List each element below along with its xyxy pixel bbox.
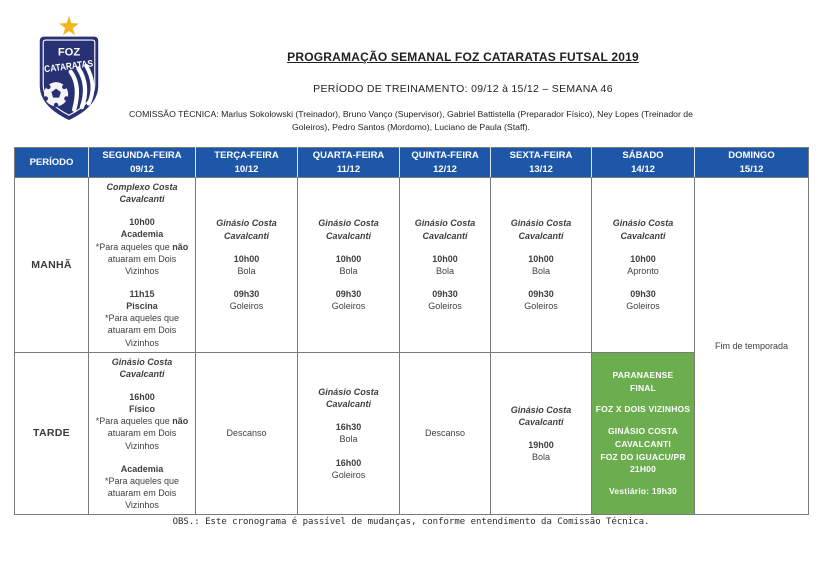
day-date: 09/12 xyxy=(130,163,154,175)
club-logo xyxy=(26,5,112,137)
cell-line: 19h00 xyxy=(528,439,554,450)
training-period: PERÍODO DE TREINAMENTO: 09/12 à 15/12 – SEMANA 46 xyxy=(313,83,613,95)
cell-line: FINAL xyxy=(629,382,657,393)
logo-text-foz: FOZ xyxy=(57,46,81,59)
line-spacer xyxy=(403,277,487,288)
day-column-header xyxy=(695,148,809,178)
cell-line: 16h30 xyxy=(335,422,362,433)
line-spacer xyxy=(595,476,691,485)
line-spacer xyxy=(92,277,192,288)
day-column-header xyxy=(592,148,695,178)
line-spacer xyxy=(199,277,294,288)
line-spacer xyxy=(595,416,691,425)
match-cell xyxy=(592,352,695,515)
cell-line: Vestiário: 19h30 xyxy=(609,486,677,497)
cell-line: Apronto xyxy=(627,265,659,276)
cell-line: Bola xyxy=(339,265,358,276)
line-spacer xyxy=(494,428,588,439)
cell-line: 21H00 xyxy=(629,464,657,475)
schedule-row xyxy=(15,352,809,515)
period-column-header: PERÍODO xyxy=(15,148,89,178)
cell-line: 16h00 xyxy=(129,391,155,402)
line-spacer xyxy=(301,277,396,288)
cell-line: 10h00 xyxy=(129,217,155,228)
period-row-label: TARDE xyxy=(15,352,89,515)
cell-line: Ginásio Costa Cavalcanti xyxy=(612,218,674,241)
schedule-cell xyxy=(298,352,400,515)
cell-line: Ginásio Costa Cavalcanti xyxy=(318,387,379,410)
day-name: QUARTA-FEIRA xyxy=(312,150,385,162)
cell-line xyxy=(92,415,192,451)
technical-commission: COMISSÃO TÉCNICA: Marlus Sokolowski (Treinador), Bruno Vanço (Supervisor), Gabriel Battistella (Preparador Físico), Ney Lopes (Treinador de Goleiros), Pedro Santos (Mordomo), Luciano de Paula (Staff). xyxy=(129,109,693,133)
season-end-cell xyxy=(695,178,809,515)
schedule-cell xyxy=(592,178,695,353)
cell-line-segment: atuaram em Dois Vizinhos xyxy=(107,428,177,451)
day-date: 11/12 xyxy=(336,163,361,175)
cell-line: 10h00 xyxy=(432,253,458,264)
cell-line: Goleiros xyxy=(331,469,366,480)
schedule-cell xyxy=(89,178,196,353)
line-spacer xyxy=(595,242,691,253)
day-date: 13/12 xyxy=(529,163,553,175)
schedule-row xyxy=(15,178,809,353)
cell-line: FOZ X DOIS VIZINHOS xyxy=(595,404,691,415)
cell-line: Descanso xyxy=(226,428,267,439)
day-column-header xyxy=(298,148,400,178)
day-name: SEGUNDA-FEIRA xyxy=(102,150,182,162)
cell-line: Goleiros xyxy=(524,301,558,312)
cell-line: Bola xyxy=(339,434,358,445)
logo-text-cataratas: CATARATAS xyxy=(43,57,101,76)
schedule-cell xyxy=(491,352,592,515)
cell-line: *Para aqueles que atuaram em Dois Vizinhos xyxy=(104,475,180,511)
day-column-header xyxy=(89,148,196,178)
cell-line: Bola xyxy=(237,265,256,276)
cell-line xyxy=(92,241,192,277)
cell-line: Bola xyxy=(435,265,454,276)
cell-line: Academia xyxy=(120,463,164,474)
schedule-cell xyxy=(491,178,592,353)
cell-line: GINÁSIO COSTA xyxy=(608,426,678,437)
cell-line-segment: *Para aqueles que xyxy=(95,241,173,252)
line-spacer xyxy=(301,446,396,457)
footer-note: OBS.: Este cronograma é passível de mudanças, conforme entendimento da Comissão Técnica. xyxy=(172,517,650,527)
schedule-cell xyxy=(400,178,491,353)
cell-line-segment: *Para aqueles que xyxy=(95,416,173,427)
day-date: 12/12 xyxy=(433,163,457,175)
day-column-header xyxy=(196,148,298,178)
schedule-cell xyxy=(298,178,400,353)
star-icon xyxy=(59,16,79,35)
line-spacer xyxy=(92,205,192,216)
line-spacer xyxy=(301,242,396,253)
day-date: 15/12 xyxy=(739,163,764,175)
cell-line: 10h00 xyxy=(335,253,362,264)
cell-line: Goleiros xyxy=(626,301,660,312)
cell-line: 09h30 xyxy=(528,288,554,299)
cell-line: Goleiros xyxy=(331,301,366,312)
line-spacer xyxy=(92,452,192,463)
day-name: QUINTA-FEIRA xyxy=(411,150,479,162)
cell-line: 10h00 xyxy=(528,253,554,264)
page-title: PROGRAMAÇÃO SEMANAL FOZ CATARATAS FUTSAL 2019 xyxy=(287,50,639,64)
line-spacer xyxy=(301,410,396,421)
page-header xyxy=(120,0,806,95)
cell-line: Goleiros xyxy=(229,301,264,312)
cell-line: Piscina xyxy=(126,301,158,312)
cell-line: 09h30 xyxy=(335,288,362,299)
cell-line: Bola xyxy=(531,452,550,463)
cell-line: Complexo Costa Cavalcanti xyxy=(106,182,178,205)
line-spacer xyxy=(595,394,691,403)
schedule-cell xyxy=(196,352,298,515)
day-name: DOMINGO xyxy=(728,150,775,162)
cell-line: CAVALCANTI xyxy=(615,438,671,449)
cell-line: Descanso xyxy=(424,428,466,439)
cell-line: Ginásio Costa Cavalcanti xyxy=(414,218,476,241)
cell-line: PARANAENSE xyxy=(612,369,674,380)
cell-line: FOZ DO IGUACU/PR xyxy=(600,451,686,462)
line-spacer xyxy=(199,242,294,253)
cell-line: Físico xyxy=(128,404,155,415)
cell-line: Goleiros xyxy=(428,301,462,312)
cell-line: 09h30 xyxy=(432,288,458,299)
line-spacer xyxy=(403,242,487,253)
cell-line: Fim de temporada xyxy=(714,341,789,352)
cell-line: 09h30 xyxy=(233,288,260,299)
day-name: SEXTA-FEIRA xyxy=(509,150,573,162)
cell-line: Ginásio Costa Cavalcanti xyxy=(510,218,572,241)
cell-line: Bola xyxy=(531,265,550,276)
day-date: 14/12 xyxy=(631,163,655,175)
schedule-cell xyxy=(196,178,298,353)
schedule-cell xyxy=(89,352,196,515)
cell-line-segment: não xyxy=(172,241,189,252)
day-date: 10/12 xyxy=(234,163,259,175)
line-spacer xyxy=(595,277,691,288)
cell-line: Ginásio Costa Cavalcanti xyxy=(216,218,277,241)
cell-line: Ginásio Costa Cavalcanti xyxy=(318,218,379,241)
table-header-row xyxy=(15,148,809,178)
day-name: SÁBADO xyxy=(622,150,664,162)
cell-line: 10h00 xyxy=(630,253,656,264)
cell-line-segment: não xyxy=(172,416,189,427)
cell-line: 11h15 xyxy=(129,288,155,299)
line-spacer xyxy=(92,380,192,391)
schedule-table xyxy=(14,147,809,515)
schedule-cell xyxy=(400,352,491,515)
cell-line: 16h00 xyxy=(335,457,362,468)
day-column-header xyxy=(400,148,491,178)
cell-line: Academia xyxy=(120,229,164,240)
cell-line: Ginásio Costa Cavalcanti xyxy=(111,356,173,379)
day-name: TERÇA-FEIRA xyxy=(214,150,279,162)
cell-line: *Para aqueles que atuaram em Dois Vizinhos xyxy=(104,313,180,348)
line-spacer xyxy=(494,277,588,288)
cell-line: 09h30 xyxy=(630,288,656,299)
period-row-label: MANHÃ xyxy=(15,178,89,353)
cell-line: 10h00 xyxy=(233,253,260,264)
cell-line: Ginásio Costa Cavalcanti xyxy=(510,404,572,427)
line-spacer xyxy=(494,242,588,253)
cell-line-segment: atuaram em Dois Vizinhos xyxy=(107,253,177,276)
day-column-header xyxy=(491,148,592,178)
